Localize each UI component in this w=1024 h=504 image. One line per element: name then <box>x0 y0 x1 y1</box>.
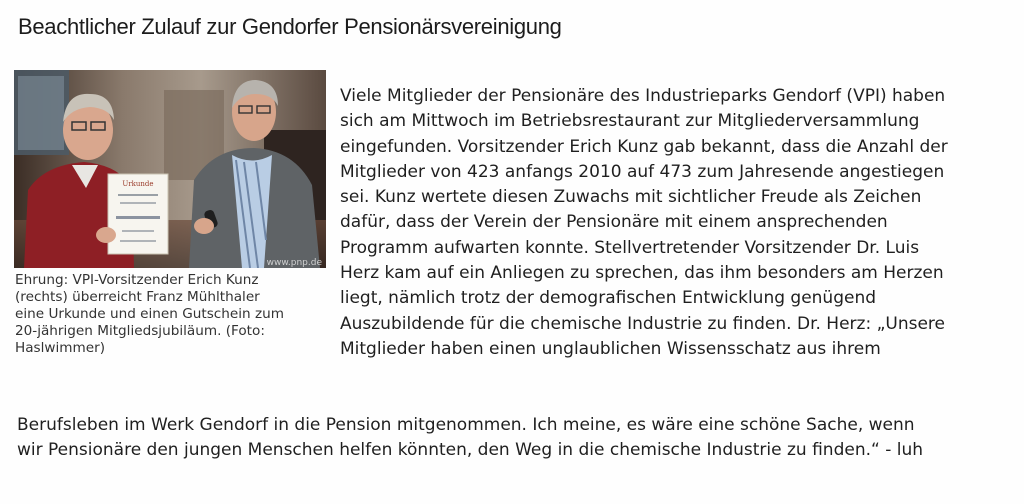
body-line: liegt, nämlich trotz der demografischen Entwicklung genügend <box>340 288 877 309</box>
caption-line: (rechts) überreicht Franz Mühlthaler <box>15 289 260 305</box>
body-line: Viele Mitglieder der Pensionäre des Industrieparks Gendorf (VPI) haben <box>340 86 946 106</box>
body-line: Berufsleben im Werk Gendorf in die Pension mitgenommen. Ich meine, es wäre eine schöne Sache, wenn <box>17 415 915 435</box>
body-line: dafür, dass der Verein der Pensionäre mit einem ansprechenden <box>340 212 888 233</box>
body-line: Mitglieder von 423 anfangs 2010 auf 473 zum Jahresende angestiegen <box>340 161 945 182</box>
body-line: Mitglieder haben einen unglaublichen Wissensschatz aus ihrem <box>340 338 881 359</box>
body-line: Herz kam auf ein Anliegen zu sprechen, das ihm besonders am Herzen <box>340 263 944 284</box>
body-line: Programm aufwarten konnte. Stellvertretender Vorsitzender Dr. Luis <box>340 237 920 258</box>
caption-line: Haslwimmer) <box>15 340 106 356</box>
body-line: sich am Mittwoch im Betriebsrestaurant zur Mitgliederversammlung <box>340 111 920 132</box>
body-line: wir Pensionäre den jungen Menschen helfen könnten, den Weg in die chemische Industrie zu finden.“ - luh <box>17 440 924 461</box>
body-line: eingefunden. Vorsitzender Erich Kunz gab bekannt, dass die Anzahl der <box>340 136 948 157</box>
article-body-full-width <box>17 413 1012 464</box>
body-line: sei. Kunz wertete diesen Zuwachs mit sichtlicher Freude als Zeichen <box>340 187 922 208</box>
article-headline: Beachtlicher Zulauf zur Gendorfer Pensionärsvereinigung <box>18 14 562 39</box>
certificate-heading: Urkunde <box>122 180 154 188</box>
body-line: Auszubildende für die chemische Industrie zu finden. Dr. Herz: „Unsere <box>340 313 946 334</box>
caption-line: 20-jährigen Mitgliedsjubiläum. (Foto: <box>15 323 265 339</box>
photo-caption <box>15 272 330 357</box>
caption-line: eine Urkunde und einen Gutschein zum <box>15 306 284 322</box>
caption-line: Ehrung: VPI-Vorsitzender Erich Kunz <box>15 272 259 288</box>
photo-illustration <box>14 70 326 268</box>
photo-watermark: www.pnp.de <box>266 258 322 268</box>
article-photo <box>14 70 326 268</box>
article-body-column <box>340 84 1000 362</box>
